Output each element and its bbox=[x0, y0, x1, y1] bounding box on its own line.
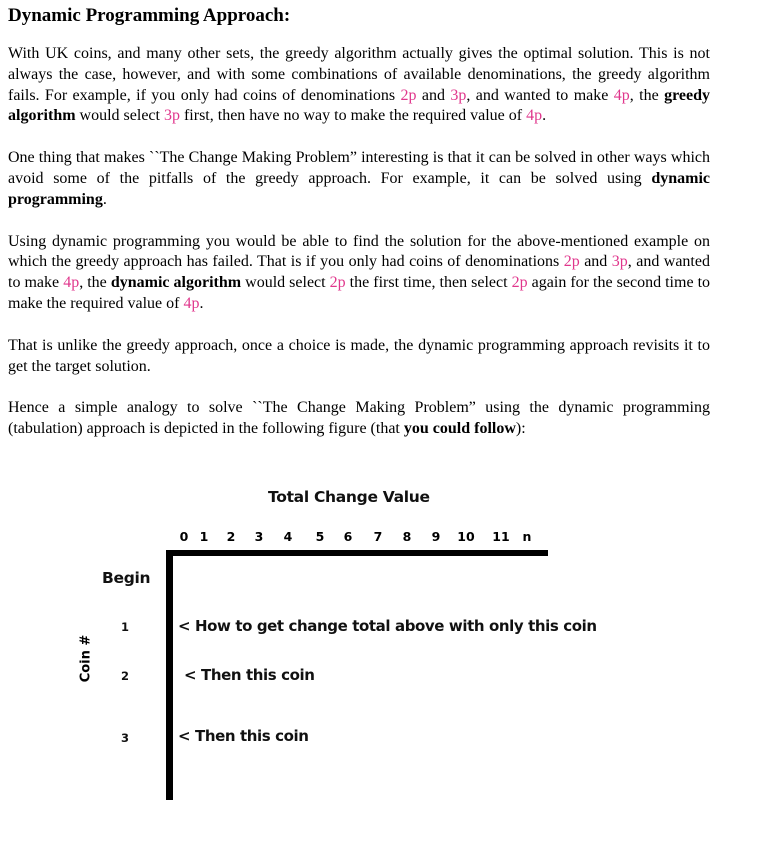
denomination: 3p bbox=[450, 86, 467, 104]
paragraph-analogy bbox=[8, 398, 710, 440]
tick-label: n bbox=[522, 529, 532, 544]
tick-label: 0 bbox=[179, 529, 189, 544]
text: again for the second time to make the required value of bbox=[8, 274, 711, 312]
tick-label: 9 bbox=[431, 529, 441, 544]
begin-label: Begin bbox=[102, 569, 151, 587]
denomination: 3p bbox=[163, 107, 180, 125]
text: With UK coins, and many other sets, the greedy algorithm actually gives the optimal solution. This is not always the case, however, and with some combinations of available denominations, the greedy algorithm fails. For example, if you only had coins of denominations bbox=[8, 45, 710, 104]
tick-label: 5 bbox=[315, 529, 325, 544]
section-heading: Dynamic Programming Approach: bbox=[8, 5, 291, 26]
text: would select bbox=[75, 107, 164, 125]
text: . bbox=[102, 190, 107, 208]
target-value: 4p bbox=[526, 107, 543, 125]
text: Using dynamic programming you would be able to find the solution for the above-mentioned example on which the greedy approach has failed. That is if you only had coins of denominations bbox=[8, 232, 710, 271]
text: , and wanted to make bbox=[8, 253, 710, 292]
coin-number: 1 bbox=[121, 620, 130, 634]
coin-note: < How to get change total above with only this coin bbox=[178, 617, 597, 635]
tick-label: 3 bbox=[254, 529, 264, 544]
text: ): bbox=[515, 420, 526, 438]
tick-label: 11 bbox=[492, 529, 510, 544]
tick-label: 2 bbox=[226, 529, 236, 544]
bold-term: dynamic algorithm bbox=[110, 274, 242, 292]
tick-label: 7 bbox=[373, 529, 383, 544]
document bbox=[8, 4, 710, 461]
text: . bbox=[199, 294, 204, 312]
denomination: 2p bbox=[511, 274, 528, 292]
coin-note: < Then this coin bbox=[184, 666, 315, 684]
figure-title: Total Change Value bbox=[268, 488, 430, 506]
paragraph-revisit bbox=[8, 336, 710, 378]
bold-term: you could follow bbox=[403, 420, 516, 438]
coin-note: < Then this coin bbox=[178, 727, 309, 745]
text: . bbox=[542, 107, 547, 125]
denomination: 2p bbox=[563, 253, 580, 271]
tick-label: 4 bbox=[283, 529, 293, 544]
coin-number: 3 bbox=[121, 731, 130, 745]
tick-label: 10 bbox=[457, 529, 475, 544]
text: and bbox=[579, 253, 612, 271]
paragraph-dynamic-example bbox=[8, 232, 710, 315]
paragraph-greedy-fails bbox=[8, 44, 710, 127]
target-value: 4p bbox=[63, 274, 80, 292]
bold-term: dynamic programming bbox=[8, 169, 710, 208]
coin-axis-label: Coin # bbox=[78, 634, 94, 683]
denomination: 2p bbox=[329, 274, 346, 292]
paragraph-change-problem bbox=[8, 148, 710, 210]
text: and bbox=[416, 86, 451, 104]
text: , the bbox=[79, 274, 111, 292]
text: One thing that makes ``The Change Making Problem” interesting is that it can be solved in other ways which avoid some of the pitfalls of the greedy approach. For example, it can be solved using bbox=[8, 149, 710, 187]
text: first, then have no way to make the required value of bbox=[179, 107, 527, 125]
target-value: 4p bbox=[183, 294, 200, 312]
text: the first time, then select bbox=[345, 274, 512, 292]
coin-number: 2 bbox=[121, 669, 130, 683]
text: , the bbox=[629, 86, 665, 104]
text: Hence a simple analogy to solve ``The Change Making Problem” using the dynamic programming (tabulation) approach is depicted in the following figure (that bbox=[8, 399, 710, 438]
target-value: 4p bbox=[613, 86, 630, 104]
tick-label: 8 bbox=[402, 529, 412, 544]
denomination: 2p bbox=[400, 86, 417, 104]
text: would select bbox=[241, 274, 330, 292]
vertical-axis-bar bbox=[166, 550, 173, 800]
tick-label: 6 bbox=[343, 529, 353, 544]
bold-term: greedy algorithm bbox=[8, 86, 710, 125]
denomination: 3p bbox=[611, 253, 628, 271]
horizontal-axis-bar bbox=[166, 550, 548, 556]
tick-label: 1 bbox=[199, 529, 209, 544]
text: , and wanted to make bbox=[466, 86, 614, 104]
text: That is unlike the greedy approach, once a choice is made, the dynamic programming approach revisits it to get the target solution. bbox=[8, 336, 710, 375]
